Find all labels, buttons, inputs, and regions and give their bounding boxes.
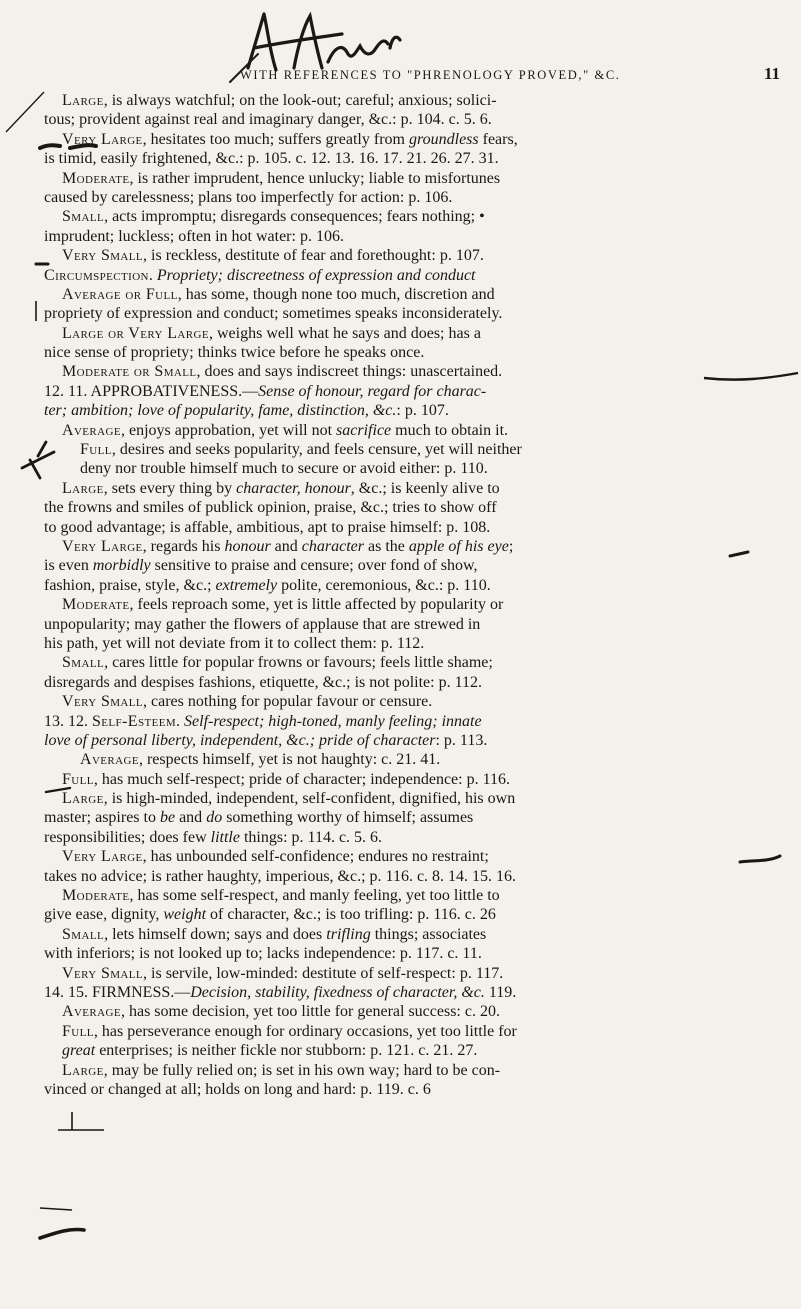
- text-run: , has unbounded self-confidence; endures no restraint;: [142, 848, 489, 866]
- rating-term: Small: [62, 654, 105, 672]
- text-run: ;: [508, 537, 514, 555]
- text-line: [44, 905, 784, 924]
- text-run: , has some self-respect, and manly feeling, yet too little to: [129, 887, 500, 905]
- text-line: [44, 304, 784, 323]
- text-line: [44, 324, 784, 343]
- text-run: , may be fully relied on; is set in his own way; hard to be con-: [103, 1061, 501, 1079]
- rating-term: Very Small: [62, 964, 144, 982]
- rating-term: Average or Full: [62, 285, 178, 303]
- text-run: his path, yet will not deviate from it to collect them: p. 112.: [44, 634, 425, 652]
- rating-term: Large: [62, 92, 104, 109]
- text-run: 13. 12.: [44, 712, 92, 730]
- text-line: [44, 692, 784, 711]
- rating-term: Circumspection: [44, 266, 149, 284]
- rating-term: Moderate: [62, 887, 130, 905]
- text-run: 119.: [484, 983, 517, 1001]
- text-line: [44, 944, 784, 963]
- italic-phrase: sacrifice: [336, 421, 392, 439]
- rating-term: Large: [62, 790, 104, 808]
- text-line: [44, 731, 784, 750]
- text-line: [44, 440, 784, 459]
- rating-term: Average: [62, 1003, 121, 1021]
- text-line: [44, 1002, 784, 1021]
- text-run: unpopularity; may gather the flowers of applause that are strewed in: [44, 615, 481, 633]
- italic-phrase: character: [301, 537, 364, 555]
- text-run: caused by carelessness; plans too imperfectly for action: p. 106.: [44, 188, 453, 206]
- text-line: [44, 130, 784, 149]
- text-line: [44, 964, 784, 983]
- rating-term: Small: [62, 208, 105, 226]
- text-run: , respects himself, yet is not haughty: c. 21. 41.: [138, 751, 441, 769]
- text-run: 12. 11. APPROBATIVENESS.—: [44, 382, 259, 400]
- italic-phrase: morbidly: [92, 557, 151, 575]
- text-line: [44, 459, 784, 478]
- rating-term: Full: [62, 1022, 94, 1040]
- text-run: things; associates: [370, 925, 487, 943]
- text-line: [44, 498, 784, 517]
- text-run: fears,: [478, 130, 518, 148]
- rating-term: Very Small: [62, 247, 144, 265]
- rating-term: Large: [62, 479, 104, 497]
- text-line: [44, 595, 784, 614]
- rating-term: Moderate: [62, 169, 130, 187]
- rating-term: Very Large: [62, 537, 143, 555]
- text-run: is timid, easily frightened, &c.: p. 105. c. 12. 13. 16. 17. 21. 26. 27. 31.: [44, 150, 499, 168]
- text-line: [44, 750, 784, 769]
- text-line: [44, 576, 784, 595]
- text-run: .: [148, 266, 157, 284]
- text-run: to good advantage; is affable, ambitious, apt to praise himself: p. 108.: [44, 518, 491, 536]
- text-line: [44, 207, 784, 226]
- italic-phrase: great: [62, 1042, 96, 1060]
- text-line: [44, 285, 784, 304]
- rating-term: Full: [62, 770, 94, 788]
- text-run: enterprises; is neither fickle nor stubborn: p. 121. c. 21. 27.: [95, 1042, 478, 1060]
- text-line: [44, 266, 784, 285]
- text-line: [44, 1061, 784, 1080]
- text-run: the frowns and smiles of publick opinion, praise, &c.; tries to show off: [44, 499, 497, 517]
- text-run: , cares little for popular frowns or favours; feels little shame;: [104, 654, 493, 672]
- rating-term: Average: [80, 751, 139, 769]
- rating-term: Very Large: [62, 130, 143, 148]
- text-run: .: [176, 712, 185, 730]
- text-run: , lets himself down; says and does: [104, 925, 327, 943]
- text-run: , has much self-respect; pride of character; independence: p. 116.: [93, 770, 511, 788]
- text-run: master; aspires to: [44, 809, 160, 827]
- rating-term: Small: [62, 925, 105, 943]
- text-run: disregards and despises fashions, etiquette, &c.; is not polite: p. 112.: [44, 673, 482, 691]
- text-run: takes no advice; is rather haughty, imperious, &c.; p. 116. c. 8. 14. 15. 16.: [44, 867, 517, 885]
- rating-term: Average: [62, 421, 121, 439]
- text-run: , &c.; is keenly alive to: [350, 479, 500, 497]
- text-line: [44, 1080, 784, 1099]
- italic-phrase: Decision, stability, fixedness of character, &c.: [190, 983, 485, 1001]
- page-number: 11: [763, 64, 780, 83]
- rating-term: Moderate or Small: [62, 363, 197, 381]
- text-line: [44, 343, 784, 362]
- text-run: things: p. 114. c. 5. 6.: [239, 828, 383, 846]
- text-line: [44, 1022, 784, 1041]
- italic-phrase: Sense of honour, regard for charac-: [258, 382, 487, 400]
- text-line: [44, 169, 784, 188]
- text-run: vinced or changed at all; holds on long and hard: p. 119. c. 6: [44, 1080, 431, 1098]
- text-run: nice sense of propriety; thinks twice before he speaks once.: [44, 344, 425, 362]
- text-run: with inferiors; is not looked up to; lacks independence: p. 117. c. 11.: [44, 945, 482, 963]
- rating-term: Large or Very Large: [62, 324, 209, 342]
- text-run: something worthy of himself; assumes: [222, 809, 474, 827]
- text-line: [44, 634, 784, 653]
- text-line: [44, 828, 784, 847]
- text-line: [44, 770, 784, 789]
- italic-phrase: character, honour: [236, 479, 351, 497]
- text-line: [44, 615, 784, 634]
- running-header: [240, 64, 780, 83]
- italic-phrase: honour: [224, 537, 271, 555]
- italic-phrase: ter; ambition; love of popularity, fame, distinction, &c.: [44, 402, 397, 420]
- text-run: , acts impromptu; disregards consequences; fears nothing; •: [104, 208, 485, 226]
- text-run: , weighs well what he says and does; has a: [208, 324, 481, 342]
- italic-phrase: trifling: [326, 925, 371, 943]
- text-line: [44, 382, 784, 401]
- text-run: sensitive to praise and censure; over fond of show,: [150, 557, 478, 575]
- text-run: , is servile, low-minded: destitute of self-respect: p. 117.: [143, 964, 504, 982]
- text-run: , does and says indiscreet things: unascertained.: [196, 363, 503, 381]
- text-run: deny nor trouble himself much to secure or avoid either: p. 110.: [80, 460, 488, 478]
- text-line: [44, 808, 784, 827]
- text-line: [44, 246, 784, 265]
- text-run: polite, ceremonious, &c.: p. 110.: [277, 576, 491, 594]
- text-run: propriety of expression and conduct; sometimes speaks inconsiderately.: [44, 305, 503, 323]
- rating-term: Very Small: [62, 693, 144, 711]
- text-run: tous; provident against real and imaginary danger, &c.: p. 104. c. 5. 6.: [44, 111, 492, 129]
- text-line: [44, 110, 784, 129]
- text-line: [44, 421, 784, 440]
- italic-phrase: extremely: [215, 576, 278, 594]
- text-run: , has some decision, yet too little for general success: c. 20.: [120, 1003, 500, 1021]
- text-run: imprudent; luckless; often in hot water: p. 106.: [44, 227, 344, 245]
- italic-phrase: Propriety; discreetness of expression and conduct: [156, 266, 476, 284]
- text-line: [44, 401, 784, 420]
- text-run: , cares nothing for popular favour or censure.: [143, 693, 433, 711]
- rating-term: Full: [80, 441, 112, 459]
- text-line: [44, 556, 784, 575]
- header-text: WITH REFERENCES TO "PHRENOLOGY PROVED," &C.: [240, 68, 621, 82]
- text-run: fashion, praise, style, &c.;: [44, 576, 216, 594]
- text-run: , is reckless, destitute of fear and forethought: p. 107.: [143, 247, 484, 265]
- text-line: [44, 867, 784, 886]
- text-run: : p. 113.: [435, 731, 488, 749]
- text-line: [44, 983, 784, 1002]
- text-line: [44, 673, 784, 692]
- rating-term: Large: [62, 1061, 104, 1079]
- text-line: [44, 91, 784, 110]
- text-run: , enjoys approbation, yet will not: [120, 421, 337, 439]
- text-line: [44, 653, 784, 672]
- text-run: of character, &c.; is too trifling: p. 116. c. 26: [206, 906, 496, 924]
- text-line: [44, 1041, 784, 1060]
- rating-term: Very Large: [62, 848, 143, 866]
- text-run: , is always watchful; on the look-out; careful; anxious; solici-: [103, 92, 497, 109]
- text-line: [44, 227, 784, 246]
- text-run: much to obtain it.: [391, 421, 509, 439]
- text-run: , hesitates too much; suffers greatly from: [142, 130, 409, 148]
- text-line: [44, 479, 784, 498]
- text-run: , has some, though none too much, discretion and: [177, 285, 495, 303]
- text-run: is even: [44, 557, 93, 575]
- rating-term: Self-Esteem: [92, 712, 177, 730]
- text-run: and: [175, 809, 207, 827]
- text-run: : p. 107.: [396, 402, 449, 420]
- text-run: , feels reproach some, yet is little affected by popularity or: [129, 596, 504, 614]
- italic-phrase: do: [206, 809, 223, 827]
- text-run: and: [270, 537, 302, 555]
- text-run: , is rather imprudent, hence unlucky; liable to misfortunes: [129, 169, 501, 187]
- text-run: , regards his: [142, 537, 225, 555]
- text-line: [44, 712, 784, 731]
- text-line: [44, 537, 784, 556]
- text-run: , sets every thing by: [103, 479, 237, 497]
- italic-phrase: little: [210, 828, 240, 846]
- text-run: , has perseverance enough for ordinary occasions, yet too little for: [93, 1022, 517, 1040]
- body-text: [44, 91, 784, 1099]
- text-line: [44, 789, 784, 808]
- italic-phrase: weight: [163, 906, 207, 924]
- text-line: [44, 847, 784, 866]
- text-run: 14. 15. FIRMNESS.—: [44, 983, 191, 1001]
- italic-phrase: groundless: [408, 130, 479, 148]
- text-run: as the: [363, 537, 409, 555]
- italic-phrase: Self-respect; high-toned, manly feeling; innate: [184, 712, 482, 730]
- italic-phrase: be: [159, 809, 176, 827]
- rating-term: Moderate: [62, 596, 130, 614]
- text-line: [44, 925, 784, 944]
- italic-phrase: love of personal liberty, independent, &c.; pride of character: [44, 731, 436, 749]
- text-line: [44, 188, 784, 207]
- text-line: [44, 518, 784, 537]
- text-line: [44, 886, 784, 905]
- text-run: give ease, dignity,: [44, 906, 164, 924]
- text-run: responsibilities; does few: [44, 828, 211, 846]
- italic-phrase: apple of his eye: [408, 537, 509, 555]
- text-line: [44, 149, 784, 168]
- text-run: , is high-minded, independent, self-confident, dignified, his own: [103, 790, 516, 808]
- text-run: , desires and seeks popularity, and feels censure, yet will neither: [111, 441, 522, 459]
- text-line: [44, 362, 784, 381]
